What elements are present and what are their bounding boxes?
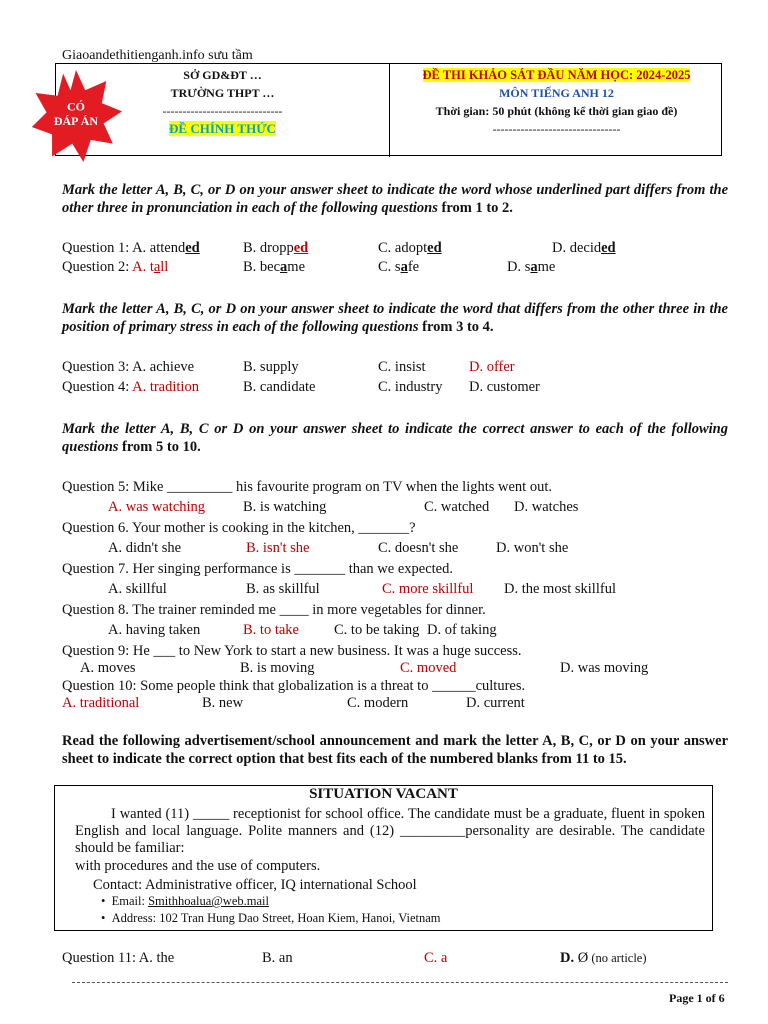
exam-title: ĐỀ THI KHẢO SÁT ĐẦU NĂM HỌC: 2024-2025 [422,68,691,82]
q8-option-b: B. to take [243,622,299,638]
q2-option-b: B. became [243,259,306,275]
q9-option-d: D. was moving [560,660,649,676]
subject-title: MÔN TIẾNG ANH 12 [499,86,614,100]
footer-divider [72,982,728,983]
q5-option-b: B. is watching [243,499,327,515]
q9-option-a: A. moves [80,660,136,676]
section-instruction-3: Mark the letter A, B, C or D on your answer sheet to indicate the correct answer to each of the following questions from 5 to 10. [62,421,728,455]
q7-option-d: D. the most skillful [504,581,616,597]
q11-option-c: C. a [424,950,448,966]
q11-option-b: B. an [262,950,293,966]
q4-option-b: B. candidate [243,379,316,395]
q10-option-b: B. new [202,695,244,711]
badge-line1: CÓ [67,99,85,114]
q7-option-a: A. skillful [108,581,167,597]
q7-option-b: B. as skillful [246,581,320,597]
q10-option-d: D. current [466,695,525,711]
vacancy-familiar-line: with procedures and the use of computers. [75,858,321,874]
question-2: Question 2: A. tall [62,259,169,275]
question-11: Question 11: A. the [62,950,175,966]
q7-option-c: C. more skillful [382,581,474,597]
q8-option-c: C. to be taking [334,622,420,638]
q6-option-c: C. doesn't she [378,540,459,556]
question-8: Question 8. The trainer reminded me ____ in more vegetables for dinner. [62,602,486,618]
question-9: Question 9: He ___ to New York to start a new business. It was a huge success. [62,643,522,659]
section-instruction-4: Read the following advertisement/school announcement and mark the letter A, B, C, or D on your answer sheet to indicate the correct option that best fits each of the numbered blanks from 11 to 15. [62,733,728,767]
q3-option-d: D. offer [469,359,515,375]
time-allowed: Thời gian: 50 phút (không kể thời gian giao đề) [435,104,678,118]
question-4: Question 4: A. tradition [62,379,199,395]
q6-option-a: A. didn't she [108,540,182,556]
email-link[interactable]: Smithhoalua@web.mail [148,894,269,908]
question-5: Question 5: Mike _________ his favourite program on TV when the lights went out. [62,479,552,495]
vacancy-address: • Address: 102 Tran Hung Dao Street, Hoan Kiem, Hanoi, Vietnam [101,911,441,925]
q1-option-b: B. dropped [243,240,309,256]
header-left-dashes: ------------------------------ [162,104,283,118]
vacancy-contact: Contact: Administrative officer, IQ international School [93,877,417,893]
badge-line2: ĐÁP ÁN [53,114,99,129]
q6-option-d: D. won't she [496,540,569,556]
question-10: Question 10: Some people think that globalization is a threat to ______cultures. [62,678,526,694]
section-instruction-2: Mark the letter A, B, C, or D on your answer sheet to indicate the word that differs from the other three in the position of primary stress in each of the following questions from 3 to 4. [62,301,728,335]
q9-option-b: B. is moving [240,660,315,676]
vacancy-paragraph: I wanted (11) _____ receptionist for school office. The candidate must be a graduate, fluent in spoken English and local language. Polite manners and (12) _________personality are desirable. The candidate should be familiar: [75,806,705,856]
q5-option-c: C. watched [424,499,490,515]
q10-option-c: C. modern [347,695,409,711]
question-3: Question 3: A. achieve [62,359,195,375]
vacancy-email: • Email: Smithhoalua@web.mail [101,894,269,908]
answer-key-badge-icon [30,70,122,162]
q5-option-d: D. watches [514,499,579,515]
q3-option-c: C. insist [378,359,426,375]
school-name: TRƯỜNG THPT … [170,86,275,100]
vacancy-title: SITUATION VACANT [309,786,458,802]
situation-vacant-box [54,785,713,931]
department: SỞ GD&ĐT … [183,68,262,82]
q4-option-c: C. industry [378,379,443,395]
q6-option-b: B. isn't she [246,540,310,556]
header-right-dashes: -------------------------------- [492,122,621,136]
q5-option-a: A. was watching [108,499,206,515]
q1-option-c: C. adopted [378,240,442,256]
source-note: Giaoandethitienganh.info sưu tầm [62,48,253,63]
header-right [390,66,723,138]
q1-option-d: D. decided [552,240,616,256]
official-label: ĐỀ CHÍNH THỨC [169,121,276,136]
exam-header [55,63,722,156]
q10-option-a: A. traditional [62,695,140,711]
q8-option-a: A. having taken [108,622,201,638]
question-1: Question 1: A. attended [62,240,200,256]
q11-option-d: D. Ø (no article) [560,950,647,966]
section-instruction-1: Mark the letter A, B, C, or D on your answer sheet to indicate the word whose underlined part differs from the other three in pronunciation in each of the following questions from 1 to 2. [62,182,728,216]
page-number: Page 1 of 6 [669,991,725,1005]
q3-option-b: B. supply [243,359,299,375]
question-7: Question 7. Her singing performance is _______ than we expected. [62,561,453,577]
q9-option-c: C. moved [400,660,457,676]
q2-option-c: C. safe [378,259,420,275]
q8-option-d: D. of taking [427,622,497,638]
question-6: Question 6. Your mother is cooking in the kitchen, _______? [62,520,416,536]
q4-option-d: D. customer [469,379,540,395]
q2-option-d: D. same [507,259,556,275]
